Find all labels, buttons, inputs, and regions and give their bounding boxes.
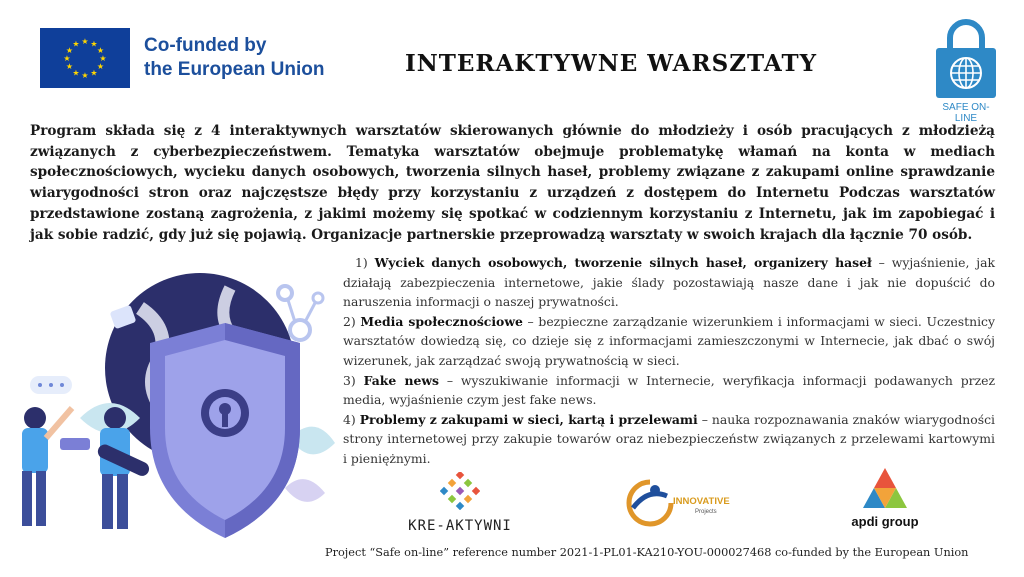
eu-line-1: Co-funded by: [144, 35, 267, 56]
workshop-number: 1): [355, 255, 368, 270]
apdi-triangle-icon: [863, 468, 907, 508]
svg-text:★: ★: [99, 54, 107, 63]
kre-aktywni-logo: [390, 472, 530, 534]
innovative-swirl-icon: [625, 478, 675, 528]
svg-text:★: ★: [72, 39, 80, 49]
svg-text:★: ★: [81, 37, 89, 46]
workshop-list: [343, 253, 995, 469]
svg-text:★: ★: [63, 54, 71, 63]
kre-aktywni-icon: [440, 472, 480, 510]
svg-text:★: ★: [81, 71, 89, 80]
workshop-number: 3): [343, 372, 356, 388]
kre-aktywni-label: KRE-AKTYWNI: [408, 518, 512, 534]
page-title: INTERAKTYWNE WARSZTATY: [405, 50, 818, 77]
workshop-number: 2): [343, 313, 356, 329]
innovative-label: INNOVATIVE: [673, 496, 730, 507]
partner-logos: [380, 468, 980, 538]
workshop-description: – wyjaśnienie, jak działają zabezpieczenia internetowe, jakie ślady pozostawiają nasze dane i jak nie dopuścić do naruszenia informacji o naszej prywatności.: [343, 255, 996, 310]
workshop-title: Problemy z zakupami w sieci, kartą i przelewami: [359, 411, 698, 427]
innovative-projects-logo: [625, 478, 765, 532]
eu-line-2: the European Union: [144, 59, 325, 80]
svg-text:★: ★: [90, 68, 98, 78]
apdi-group-logo: [835, 468, 935, 529]
apdi-label: apdi group: [851, 514, 919, 529]
workshop-title: Wyciek danych osobowych, tworzenie silnych haseł, organizery haseł: [374, 255, 872, 270]
workshop-description: – wyszukiwanie informacji w Internecie, weryfikacja informacji podawanych przez media, wyjaśnienie czym jest fake news.: [343, 372, 995, 408]
workshop-number: 4): [343, 411, 356, 427]
padlock-globe-icon: [932, 18, 1000, 100]
svg-text:★: ★: [90, 39, 98, 49]
workshop-description: – nauka rozpoznawania znaków wiarygodności strony internetowej przy zakupie towarów oraz niebezpieczeństw związanych z przelewami kartowymi i pieniężnymi.: [343, 411, 995, 466]
safe-online-label: SAFE ON-LINE: [942, 102, 990, 124]
workshop-description: – bezpieczne zarządzanie wizerunkiem i informacjami w sieci. Uczestnicy warsztatów dowiedzą się, co dzieje się z informacjami zamieszczonymi w Internecie, jak dbać o swój wizerunek, jak zarządzać swoją prywatnością w sieci.: [343, 313, 995, 368]
workshop-title: Fake news: [363, 372, 439, 388]
workshop-item-4: [343, 410, 995, 469]
project-footer: Project “Safe on-line” reference number 2021-1-PL01-KA210-YOU-000027468 co-funded by the European Union: [325, 546, 969, 559]
workshop-item-1: [343, 253, 995, 312]
eu-cofunded-text: [144, 34, 325, 82]
workshop-title: Media społecznościowe: [360, 313, 523, 329]
svg-text:★: ★: [96, 46, 105, 55]
svg-text:★: ★: [65, 46, 74, 55]
svg-text:★: ★: [65, 62, 74, 71]
eu-cofunded-logo: [40, 28, 325, 88]
workshop-item-2: [343, 312, 995, 371]
svg-text:★: ★: [96, 62, 105, 71]
safe-online-logo: [932, 18, 1000, 124]
intro-paragraph: Program składa się z 4 interaktywnych warsztatów skierowanych głównie do młodzieży i osób pracujących z młodzieżą związanych z cyberbezpieczeństwem. Tematyka warsztatów obejmuje problematykę włamań na konta w mediach społecznościowych, wycieku danych osobowych, tworzenia silnych haseł, problemy związane z zakupami online sprawdzanie wiarygodności stron oraz najczęstsze błędy przy korzystaniu z urządzeń z dostępem do Internetu Podczas warsztatów przedstawione zostaną zagrożenia, z jakimi możemy się spotkać w codziennym korzystaniu z Internetu, jak im zapobiegać i jak sobie radzić, gdy już się pojawią. Organizacje partnerskie przeprowadzą warsztaty w swoich krajach dla łącznie 70 osób.: [30, 123, 995, 243]
eu-flag-icon: [40, 28, 130, 88]
workshop-item-3: [343, 371, 995, 410]
innovative-sub-label: Projects: [695, 509, 717, 515]
cybersecurity-illustration: [0, 268, 345, 558]
svg-text:★: ★: [72, 68, 80, 78]
